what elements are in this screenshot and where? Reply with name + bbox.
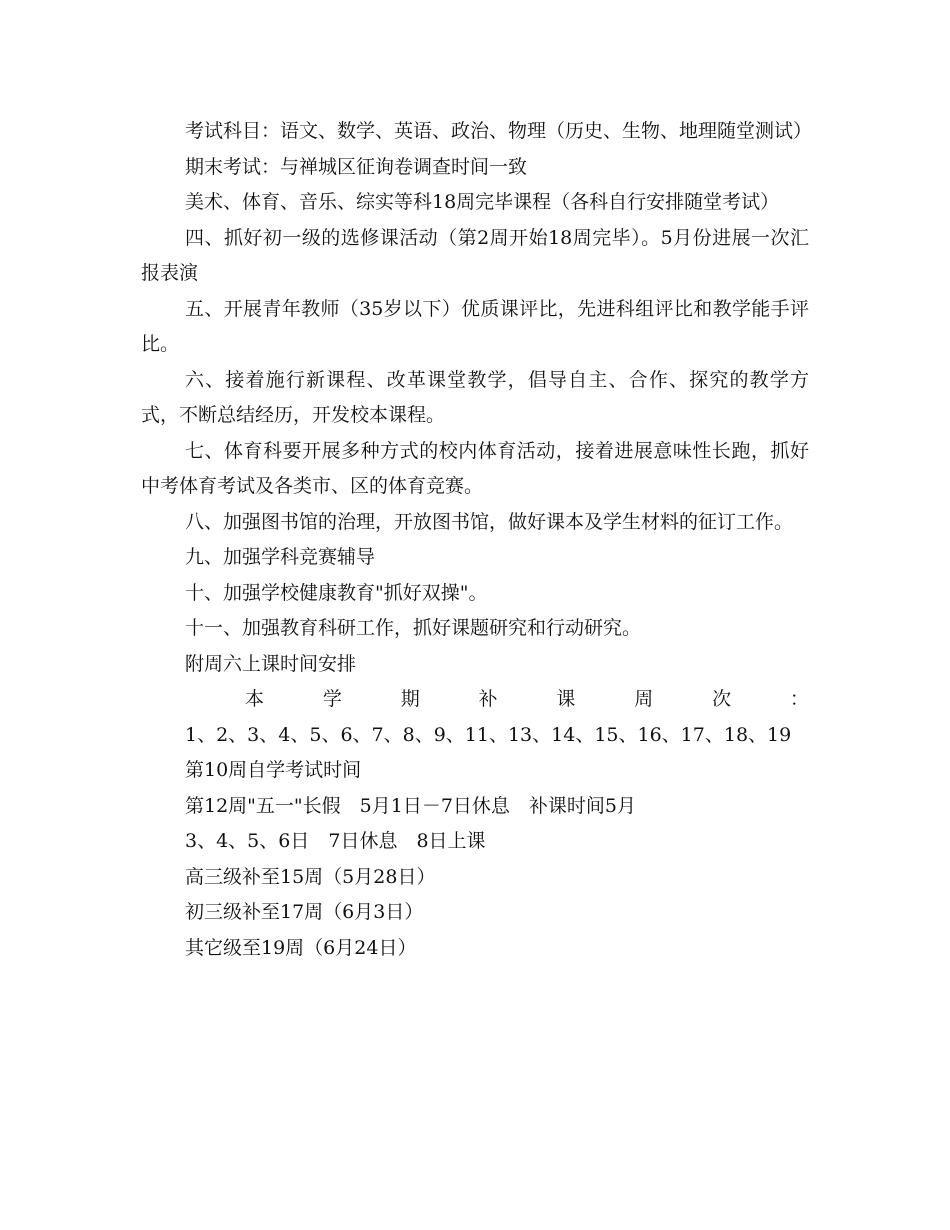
saturday-schedule-heading: 附周六上课时间安排 — [185, 652, 357, 675]
arts-courses-paragraph: 美术、体育、音乐、综实等科18周完毕课程（各科自行安排随堂考试） — [185, 191, 780, 213]
item-4-paragraph: 四、抓好初一级的选修课活动（第2周开始18周完毕）。5月份进展一次汇报表演 — [141, 226, 809, 284]
holiday-line-1: 第12周"五一"长假 5月1日－7日休息 补课时间5月 — [185, 794, 637, 817]
heading-char: 学 — [322, 688, 342, 710]
heading-char: 期 — [400, 688, 420, 710]
exam-subjects-paragraph: 考试科目：语文、数学、英语、政治、物理（历史、生物、地理随堂测试） — [185, 120, 813, 142]
heading-char: 课 — [556, 688, 576, 710]
final-exam-paragraph: 期末考试：与禅城区征询卷调查时间一致 — [185, 155, 528, 178]
item-9-paragraph: 九、加强学科竞赛辅导 — [185, 546, 376, 568]
item-10-paragraph: 十、加强学校健康教育"抓好双操"。 — [185, 581, 488, 604]
item-8-paragraph: 八、加强图书馆的治理，开放图书馆，做好课本及学生材料的征订工作。 — [185, 510, 794, 533]
document-body — [141, 114, 813, 966]
heading-char: 周 — [634, 688, 654, 710]
item-7-paragraph: 七、体育科要开展多种方式的校内体育活动，接着进展意味性长跑，抓好中考体育考试及各类市、区的体育竞赛。 — [141, 439, 809, 497]
heading-char: ： — [789, 688, 809, 710]
makeup-weeks-heading — [141, 682, 809, 718]
grade-line-senior-3: 高三级补至15周（5月28日） — [185, 865, 436, 888]
grade-line-junior-3: 初三级补至17周（6月3日） — [185, 901, 424, 923]
item-11-paragraph: 十一、加强教育科研工作，抓好课题研究和行动研究。 — [185, 617, 642, 639]
holiday-line-2: 3、4、5、6日 7日休息 8日上课 — [185, 830, 486, 852]
item-5-paragraph: 五、开展青年教师（35岁以下）优质课评比，先进科组评比和教学能手评比。 — [141, 297, 809, 355]
item-6-paragraph: 六、接着施行新课程、改革课堂教学，倡导自主、合作、探究的教学方式，不断总结经历，开发校本课程。 — [141, 368, 809, 426]
exam-week-line: 第10周自学考试时间 — [185, 759, 362, 781]
makeup-weeks-list: 1、2、3、4、5、6、7、8、9、11、13、14、15、16、17、18、19 — [185, 723, 792, 746]
heading-char: 本 — [245, 688, 265, 710]
heading-char: 补 — [478, 688, 498, 710]
grade-line-other: 其它级至19周（6月24日） — [185, 936, 417, 959]
heading-char: 次 — [712, 688, 732, 710]
